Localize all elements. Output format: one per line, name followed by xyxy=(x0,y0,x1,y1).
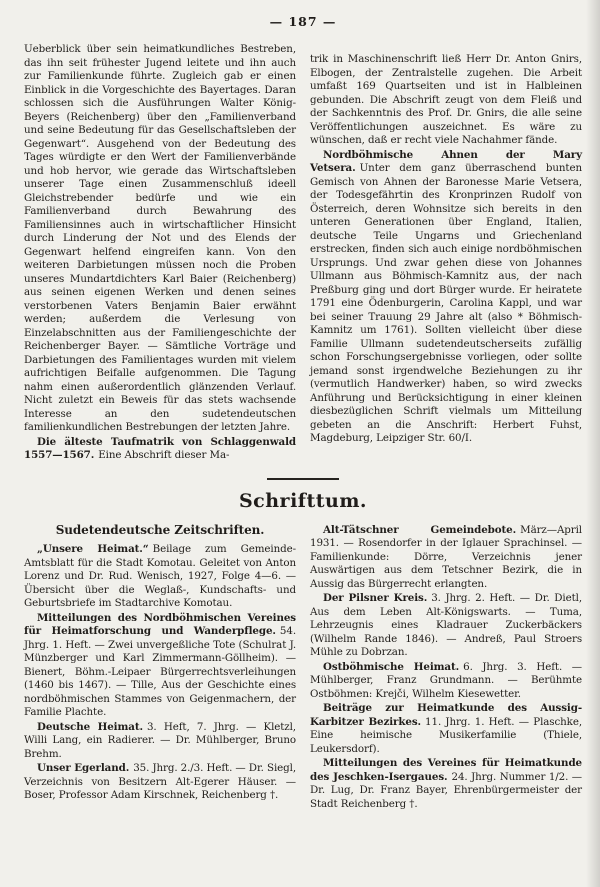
journal-entry-text: 3. Jhrg. 2. Heft. — Dr. Dietl, Aus dem Leben Alt-Königswarts. — Tuma, Lehrzeugnis eines Kladrauer Zuckerbäckers (Wilhelm Rande 1846). — Andreß, Paul Stroers Mühle zu Dobrzan. xyxy=(310,592,582,658)
journal-entry xyxy=(310,661,582,702)
journal-entry-text: 24. Jhrg. Nummer 1/2. — Dr. Lug, Dr. Franz Bayer, Ehrenbürgermeister der Stadt Reichenberg †. xyxy=(310,770,582,810)
journal-entry xyxy=(24,612,296,720)
section-title: Schrifttum. xyxy=(238,489,368,512)
journal-title: Beiträge zur Heimatkunde des Aussig-Karbitzer Bezirkes. xyxy=(310,702,582,728)
journal-entry-text: 54. Jhrg. 1. Heft. — Zwei unvergeßliche Tote (Schulrat J. Münzberger und Karl Zimmermann-Göllheim). — Bienert, Böhm.-Leipaer Bürgerrechtsverleihungen (1460 bis 1467). — Tille, Aus der Geschichte eines nordböhmischen Stammes von Geigenmachern, der Familie Plachte. xyxy=(24,625,296,718)
section-divider-rule xyxy=(267,478,339,480)
journal-entry-text: Beilage zum Gemeinde-Amtsblatt für die Stadt Komotau. Geleitet von Anton Lorenz und Dr. Rud. Wenisch, 1927, Folge 4—6. — Übersicht über die Weglaß-, Kundschafts- und Geburtsbriefe im Stadtarchive Komotau. xyxy=(24,543,296,609)
paragraph-text: Unter dem ganz überraschend bunten Gemisch von Ahnen der Baronesse Marie Vetsera, der Todesgefährtin des Kronprinzen Rudolf von Österreich, deren Wohnsitze sich bereits in den unteren Generationen über England, Italien, deutsche Teile Ungarns und Griechenland erstrecken, finden sich auch einige nordböhmischen Ursprungs. Und zwar gehen diese von Johannes Ullmann aus Böhmisch-Kamnitz aus, der nach Preßburg ging und dort Bürger wurde. Er heiratete 1791 eine Ödenburgerin, Carolina Kappl, und war bei seiner Trauung 29 Jahre alt (also * Böhmisch-Kamnitz um 1761). Sollten vielleicht über diese Familie Ullmann sudetendeutscherseits zufällig schon Forschungsergebnisse vorliegen, oder sollte jemand sonst irgendwelche Beziehungen zu ihr (vermutlich Handwerker) haben, so wird zwecks Anführung und Berücksichtigung in einer kleinen diesbezüglichen Schrift vielmals um Mitteilung gebeten an die Anschrift: Herbert Fuhst, Magdeburg, Leipziger Str. 60/I. xyxy=(310,162,582,444)
paragraph xyxy=(310,53,582,148)
paragraph-lead: Die älteste Taufmatrik von Schlaggenwald 1557—1567. xyxy=(24,435,296,461)
journal-title: Alt-Tätschner Gemeindebote. xyxy=(323,523,517,536)
journal-title: Deutsche Heimat. xyxy=(37,720,143,733)
paragraph xyxy=(310,149,582,446)
paragraph-text: trik in Maschinenschrift ließ Herr Dr. Anton Gnirs, Elbogen, der Zentralstelle zugehen. Die Arbeit umfaßt 169 Quartseiten und ist in Halbleinen gebunden. Die Abschrift zeugt von dem Fleiß und der Sachkenntnis des Prof. Dr. Gnirs, die alle seine Veröffentlichungen auszeichnet. Es wäre zu wünschen, daß er recht viele Nachahmer fände. xyxy=(310,53,582,146)
top-section xyxy=(24,43,582,464)
journal-entry-text: 11. Jhrg. 1. Heft. — Plaschke, Eine heimische Musikerfamilie (Thiele, Leukersdorf). xyxy=(310,715,582,755)
bottom-left-column xyxy=(24,524,296,813)
journal-entry xyxy=(310,524,582,592)
top-left-column xyxy=(24,43,296,464)
bottom-right-column xyxy=(310,524,582,813)
paragraph-text: Ueberblick über sein heimatkundliches Bestreben, das ihn seit frühester Jugend leitete und ihn auch zur Familienkunde führte. Zugleich gab er einen Einblick in die Vorgeschichte des Bayertages. Daran schlossen sich die Ausführungen Walter König-Beyers (Reichenberg) über den „Familienverband und seine Bedeutung für das Gesellschaftsleben der Gegenwart“. Ausgehend von der Bedeutung des Tages würdigte er den Wert der Familienverbände und hob hervor, wie gerade das Wirtschaftsleben unserer Tage einen Zusammenschluß ideell Gleichstrebender bedürfe und wie ein Familienverband durch Bewahrung des Familiensinnes auch in wirtschaftlicher Hinsicht durch Linderung der Not und des Elends der Gegenwart helfend eingreifen kann. Von den weiteren Darbietungen müssen noch die Proben unseres Mundartdichters Karl Baier (Reichenberg) aus seinen eigenen Werken und denen seines verstorbenen Vaters Benjamin Baier erwähnt werden; außerdem die Verlesung von Einzelabschnitten aus der Familiengeschichte der Reichenberger Bayer. — Sämtliche Vorträge und Darbietungen des Familientages wurden mit vielem aufrichtigen Beifalle aufgenommen. Die Tagung nahm einen außerordentlich glänzenden Verlauf. Nicht zuletzt ein Beweis für das stets wachsende Interesse an den sudetendeutschen familienkundlichen Bestrebungen der letzten Jahre. xyxy=(24,43,296,433)
journal-entry-text: 3. Heft, 7. Jhrg. — Kletzl, Willi Lang, ein Radierer. — Dr. Mühlberger, Bruno Brehm. xyxy=(24,720,296,760)
page-number: — 187 — xyxy=(269,14,337,29)
journal-title: Ostböhmische Heimat. xyxy=(323,660,460,673)
journal-entry xyxy=(24,721,296,762)
journal-entry-text: 6. Jhrg. 3. Heft. — Mühlberger, Franz Grundmann. — Berühmte Ostböhmen: Krejči, Wilhelm Kiesewetter. xyxy=(310,660,582,700)
journal-entry xyxy=(24,543,296,611)
journal-title: Der Pilsner Kreis. xyxy=(323,592,428,604)
bottom-section xyxy=(24,524,582,813)
top-right-column xyxy=(310,53,582,464)
paragraph xyxy=(24,436,296,463)
journal-entry-text: 35. Jhrg. 2./3. Heft. — Dr. Siegl, Verzeichnis von Besitzern Alt-Egerer Häuser. — Boser, Professor Adam Kirschnek, Reichenberg †. xyxy=(24,762,296,801)
journal-title: „Unsere Heimat.“ xyxy=(37,543,149,555)
journal-title: Unser Egerland. xyxy=(37,762,130,774)
journal-title: Mitteilungen des Vereines für Heimatkunde des Jeschken-Isergaues. xyxy=(310,757,582,783)
journal-entry xyxy=(24,762,296,803)
paragraph-lead: Nordböhmische Ahnen der Mary Vetsera. xyxy=(310,148,582,174)
paragraph xyxy=(24,43,296,435)
journal-entry xyxy=(310,592,582,660)
journal-title: Mitteilungen des Nordböhmischen Vereines für Heimatforschung und Wanderpflege. xyxy=(24,611,296,637)
journal-entry-text: März—April 1931. — Rosendorfer in der Iglauer Sprachinsel. — Familienkunde: Dörre, Verzeichnis jener Auswärtigen aus dem Tetschner Bezirk, die in Aussig das Bürgerrecht erlangten. xyxy=(310,523,582,590)
paragraph-text: Eine Abschrift dieser Ma- xyxy=(98,449,230,461)
journal-entry xyxy=(310,757,582,811)
journal-list-heading: Sudetendeutsche Zeitschriften. xyxy=(55,522,265,537)
journal-entry xyxy=(310,702,582,756)
